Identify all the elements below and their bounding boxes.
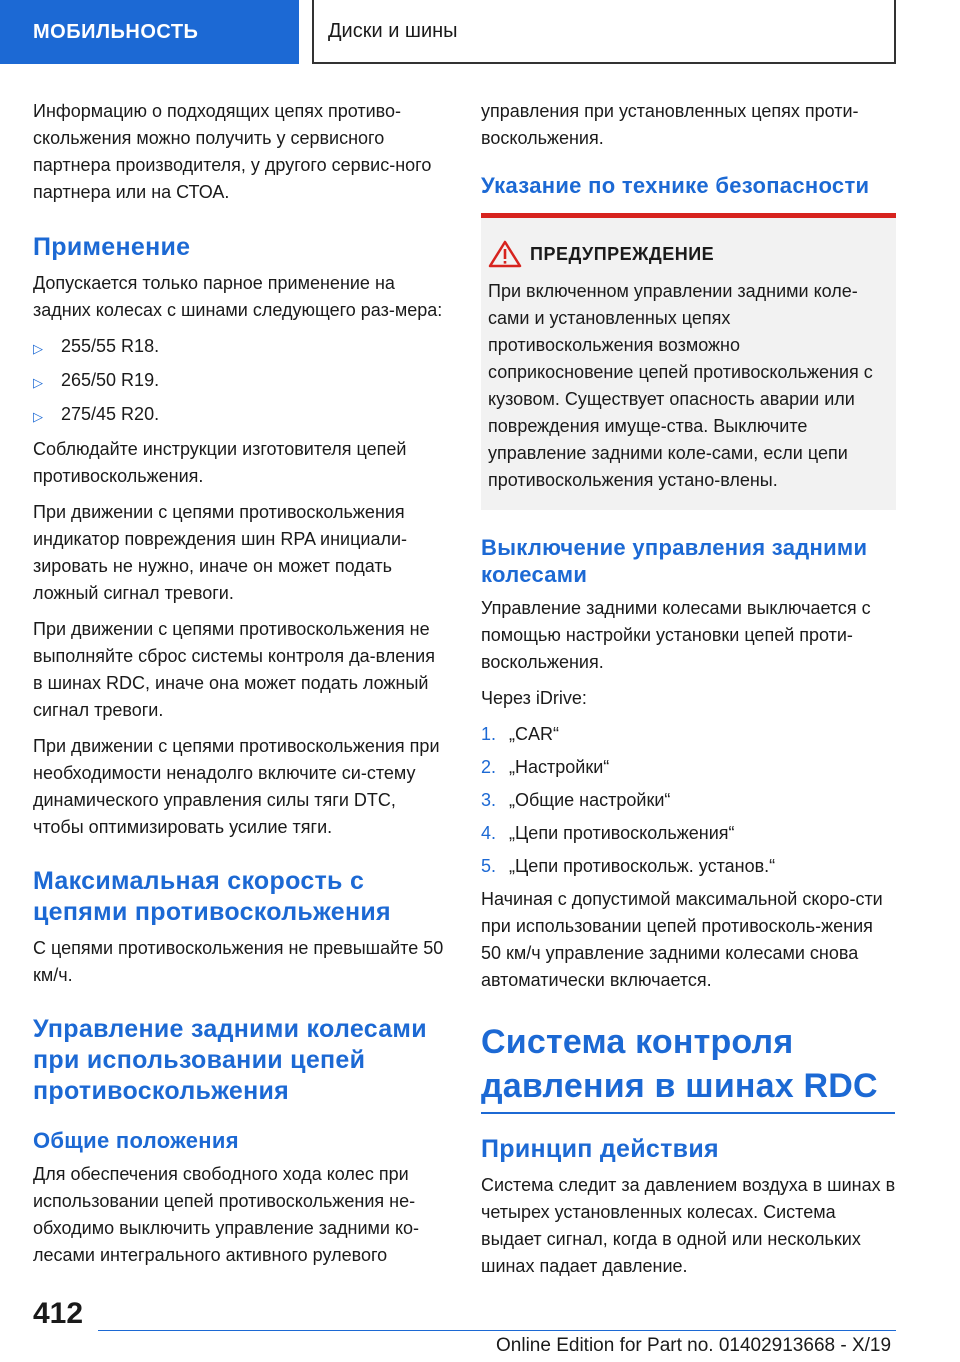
heading-usage: Применение (33, 233, 191, 261)
warning-title: ПРЕДУПРЕЖДЕНИЕ (530, 243, 715, 264)
heading-divider (481, 1112, 895, 1114)
heading-rdc: Система контроля давления в шинах RDC (481, 1023, 878, 1105)
heading-rear-steering: Управление задними колесами при использовании цепей противоскольжения (33, 1015, 427, 1105)
right-column (481, 98, 896, 1289)
list-item: ▷ 265/50 R19. (33, 367, 448, 396)
step-item: 5. „Цепи противоскольж. установ.“ (481, 856, 776, 876)
step-item: 1. „CAR“ (481, 724, 559, 744)
chapter-title (312, 0, 896, 64)
heading-safety: Указание по технике безопасности (481, 173, 870, 198)
warning-box (481, 213, 896, 510)
heading-principle: Принцип действия (481, 1135, 719, 1163)
step-item: 4. „Цепи противоскольжения“ (481, 823, 735, 843)
footer-divider (98, 1330, 896, 1331)
principle-paragraph: Система следит за давлением воздуха в шинах в четырех установленных колесах. Система выдает сигнал, когда в одной или нескольких шинах падает давление. (481, 1175, 896, 1276)
heading-max-speed: Максимальная скорость с цепями противоскольжения (33, 867, 391, 926)
triangle-bullet-icon: ▷ (33, 341, 43, 356)
step-item: 2. „Настройки“ (481, 757, 610, 777)
list-item: ▷ 275/45 R20. (33, 401, 448, 430)
heading-disable-rear-steering: Выключение управления задними колесами (481, 535, 868, 587)
triangle-bullet-icon: ▷ (33, 375, 43, 390)
edition-note: Online Edition for Part no. 01402913668 - X/19 (496, 1335, 892, 1356)
disable-paragraph: Управление задними колесами выключается с помощью настройки установки цепей проти-воскольжения. (481, 598, 871, 672)
triangle-bullet-icon: ▷ (33, 409, 43, 424)
paragraph-instructions: Соблюдайте инструкции изготовителя цепей противоскольжения. (33, 439, 407, 486)
paragraph-rpa: При движении с цепями противоскольжения индикатор повреждения шин RPA инициали-зировать не нужно, иначе он может подать ложный сигнал тревоги. (33, 502, 408, 603)
step-item: 3. „Общие настройки“ (481, 790, 671, 810)
list-item: ▷ 255/55 R18. (33, 333, 448, 362)
section-tab[interactable]: МОБИЛЬНОСТЬ (0, 0, 299, 64)
idrive-paragraph: Через iDrive: (481, 688, 587, 708)
chapter-title-text: Диски и шины (328, 19, 458, 42)
max-speed-paragraph: С цепями противоскольжения не превышайте 50 км/ч. (33, 938, 444, 985)
continued-paragraph: управления при установленных цепях проти-воскольжения. (481, 101, 859, 148)
paragraph-rdc: При движении с цепями противоскольжения не выполняйте сброс системы контроля да-вления в шинах RDC, иначе она может подать ложный сигнал тревоги. (33, 619, 435, 720)
paragraph-dtc: При движении с цепями противоскольжения при необходимости ненадолго включите си-стему динамического управления силы тяги DTC, чтобы оптимизировать усилие тяги. (33, 736, 440, 837)
usage-paragraph: Допускается только парное применение на задних колесах с шинами следующего раз-мера: (33, 273, 443, 320)
auto-reenable-paragraph: Начиная с допустимой максимальной скоро-сти при использовании цепей противосколь-жения 50 км/ч управление задними колесами снова автоматически включается. (481, 889, 883, 990)
left-column (33, 98, 448, 1278)
idrive-steps (481, 721, 896, 880)
page-number: 412 (33, 1297, 84, 1330)
warning-header (488, 240, 882, 268)
intro-paragraph: Информацию о подходящих цепях противо-скольжения можно получить у сервисного партнера производителя, у другого сервис-ного партнера или на СТОА. (33, 101, 432, 202)
general-paragraph: Для обеспечения свободного хода колес при использовании цепей противоскольжения не-обходимо выключить управление задними ко-лесами интегрального активного рулевого (33, 1164, 420, 1265)
warning-text: При включенном управлении задними коле-сами и установленных цепях противоскольжения возможно соприкосновение цепей противоскольжения с кузовом. Существует опасность аварии или повреждения имуще-ства. Выключите управление задними коле-сами, если цепи противоскольжения устано-влены. (488, 281, 873, 490)
warning-triangle-icon (488, 240, 522, 268)
tire-size-list (33, 333, 448, 430)
heading-general: Общие положения (33, 1128, 239, 1153)
